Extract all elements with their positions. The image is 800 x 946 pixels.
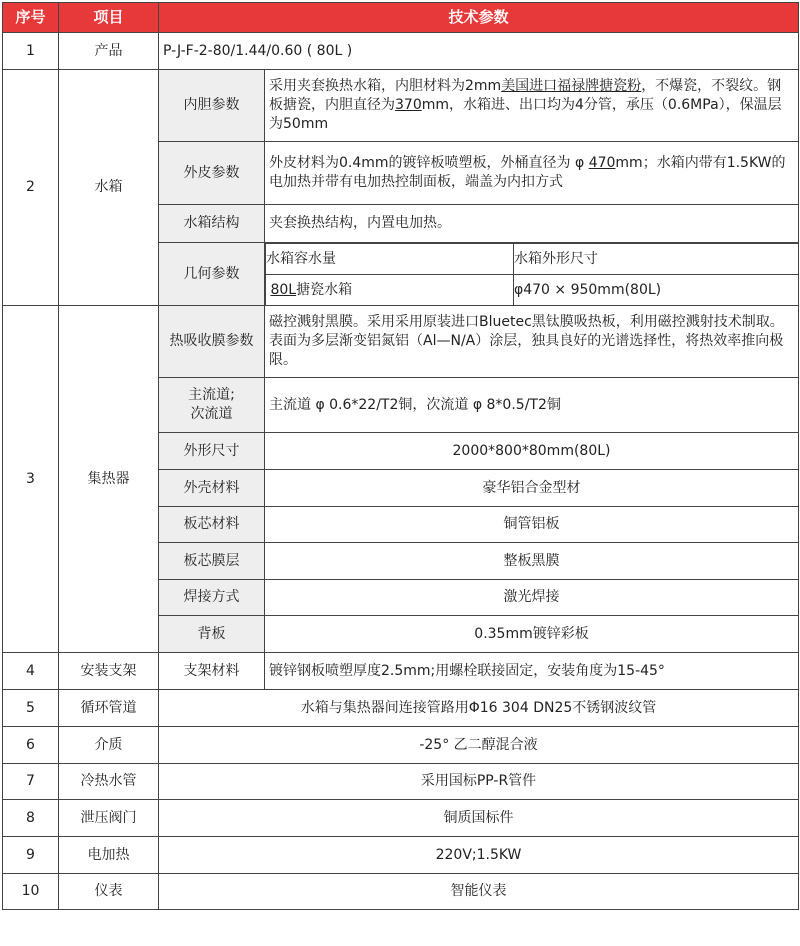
table-row (3, 727, 799, 764)
diameter-text: 470 (588, 155, 616, 171)
sub-label: 支架材料 (159, 653, 265, 690)
header-item: 项目 (59, 3, 159, 33)
table-row (3, 306, 799, 378)
capacity-text: 搪瓷水箱 (296, 281, 353, 298)
row-value: 水箱与集热器间连接管路用Φ16 304 DN25不锈钢波纹管 (159, 690, 799, 727)
row-item: 仪表 (59, 874, 159, 910)
text-part: 外皮材料为0.4mm的镀锌板喷塑板，外桶直径为 φ (269, 155, 589, 171)
row-item: 介质 (59, 727, 159, 764)
sub-label: 热吸收膜参数 (159, 306, 265, 378)
row-value: 采用国标PP-R管件 (159, 764, 799, 800)
geo-size-value: φ470 × 950mm(80L) (514, 275, 799, 305)
table-row (3, 874, 799, 910)
flow-label-main: 主流道; (188, 387, 235, 403)
sub-label: 外壳材料 (159, 470, 265, 507)
sub-label (159, 378, 265, 433)
sub-label: 板芯膜层 (159, 543, 265, 580)
spec-table (2, 2, 799, 910)
row-item: 泄压阀门 (59, 800, 159, 837)
sub-value: 铜管铝板 (265, 507, 799, 543)
table-row (3, 33, 799, 70)
text-part: mm，水箱进、出口均为4分管，承压（0.6MPa），保温层为50mm (269, 97, 782, 132)
sub-value: 主流道 φ 0.6*22/T2铜，次流道 φ 8*0.5/T2铜 (265, 378, 799, 433)
sub-label: 外形尺寸 (159, 433, 265, 470)
table-row (3, 690, 799, 727)
row-number: 6 (3, 727, 59, 764)
text-part: 采用夹套换热水箱，内胆材料为2mm (269, 78, 502, 94)
row-item: 集热器 (59, 306, 159, 653)
row-item: 冷热水管 (59, 764, 159, 800)
text-part: ，不爆瓷，不裂纹。钢板搪瓷，内胆直径为 (269, 78, 782, 113)
geo-size-header: 水箱外形尺寸 (514, 244, 799, 275)
sub-value: 豪华铝合金型材 (265, 470, 799, 507)
sub-label: 板芯材料 (159, 507, 265, 543)
row-number: 4 (3, 653, 59, 690)
sub-label: 外皮参数 (159, 142, 265, 205)
row-value: 220V;1.5KW (159, 837, 799, 874)
header-row (3, 3, 799, 33)
row-value: 镀锌钢板喷塑厚度2.5mm;用螺栓联接固定，安装角度为15-45° (265, 653, 799, 690)
table-row (3, 764, 799, 800)
row-number: 1 (3, 33, 59, 70)
sub-value: 2000*800*80mm(80L) (265, 433, 799, 470)
sub-value: 磁控溅射黑膜。采用采用原装进口Bluetec黑钛膜吸热板，利用磁控溅射技术制取。表面为多层渐变铝氮铝（Al—N/A）涂层，独具良好的光谱选择性，将热效率推向极限。 (265, 306, 799, 378)
table-row (3, 653, 799, 690)
table-row (3, 800, 799, 837)
table-row (3, 837, 799, 874)
row-number: 10 (3, 874, 59, 910)
row-item: 产品 (59, 33, 159, 70)
row-item: 电加热 (59, 837, 159, 874)
sub-label: 焊接方式 (159, 580, 265, 616)
sub-value (265, 142, 799, 205)
sub-value (265, 70, 799, 142)
table-row (3, 70, 799, 142)
row-value: -25° 乙二醇混合液 (159, 727, 799, 764)
sub-label: 水箱结构 (159, 205, 265, 243)
brand-text: 美国进口福禄牌搪瓷粉 (501, 78, 642, 94)
row-number: 2 (3, 70, 59, 306)
sub-value: 0.35mm镀锌彩板 (265, 616, 799, 653)
row-number: 3 (3, 306, 59, 653)
sub-value: 整板黑膜 (265, 543, 799, 580)
row-number: 7 (3, 764, 59, 800)
text-part: mm；水箱内带有1.5KW的电加热并带有电加热控制面板，端盖为内扣方式 (269, 155, 786, 190)
sub-value: 激光焊接 (265, 580, 799, 616)
capacity-number: 80L (270, 281, 297, 298)
diameter-text: 370 (395, 97, 422, 113)
row-number: 5 (3, 690, 59, 727)
sub-value: 夹套换热结构，内置电加热。 (265, 205, 799, 243)
row-value: 铜质国标件 (159, 800, 799, 837)
header-no: 序号 (3, 3, 59, 33)
geo-capacity-value (266, 275, 514, 305)
geo-cell (265, 243, 799, 306)
geo-table (265, 243, 799, 305)
geo-capacity-header: 水箱容水量 (266, 244, 514, 275)
row-value: 智能仪表 (159, 874, 799, 910)
sub-label: 几何参数 (159, 243, 265, 306)
sub-label: 内胆参数 (159, 70, 265, 142)
row-value: P-J-F-2-80/1.44/0.60 ( 80L ) (159, 33, 799, 70)
row-number: 9 (3, 837, 59, 874)
row-item: 循环管道 (59, 690, 159, 727)
row-number: 8 (3, 800, 59, 837)
flow-label-secondary: 次流道 (190, 406, 233, 422)
row-item: 安装支架 (59, 653, 159, 690)
row-item: 水箱 (59, 70, 159, 306)
header-params: 技术参数 (159, 3, 799, 33)
sub-label: 背板 (159, 616, 265, 653)
